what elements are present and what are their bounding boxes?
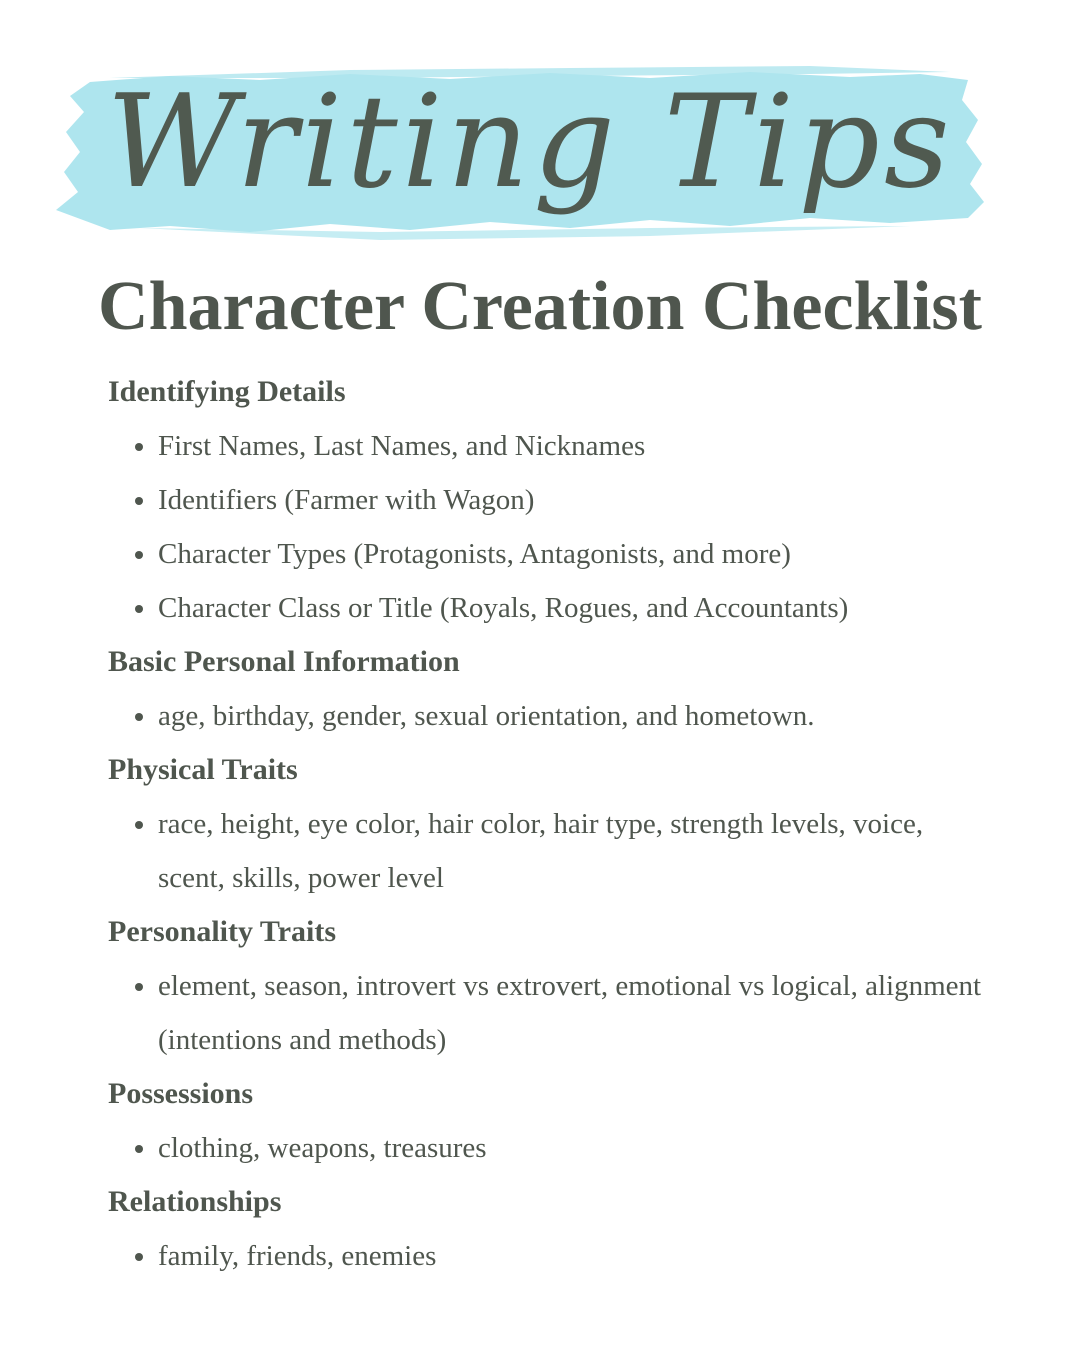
list-item-text: family, friends, enemies [158,1240,437,1272]
section-personality-traits [108,905,988,1067]
list-item [108,581,988,635]
list-item [108,1121,988,1175]
list-item-text: Character Types (Protagonists, Antagonists, and more) [158,538,791,570]
section-heading: Possessions [108,1077,254,1110]
list-item [108,473,988,527]
bullet-list [108,959,988,1067]
section-heading: Basic Personal Information [108,645,460,678]
list-item [108,797,988,905]
bullet-icon [135,1145,143,1153]
bullet-list [108,797,988,905]
script-title: Writing Tips [106,68,954,217]
bullet-icon [135,443,143,451]
section-heading: Personality Traits [108,915,337,948]
section-basic-personal-information [108,635,988,743]
bullet-list [108,1229,988,1283]
title-banner [50,60,1010,260]
section-heading: Identifying Details [108,375,346,408]
section-identifying-details [108,365,988,635]
list-item-text: First Names, Last Names, and Nicknames [158,430,646,462]
list-item-text: age, birthday, gender, sexual orientation, and hometown. [158,700,815,732]
bullet-list [108,419,988,635]
section-heading: Relationships [108,1185,282,1218]
list-item [108,1229,988,1283]
page-title: Character Creation Checklist [98,268,982,345]
list-item-text: element, season, introvert vs extrovert, emotional vs logical, alignment (intentions and methods) [158,970,982,1056]
section-physical-traits [108,743,988,905]
bullet-icon [135,821,143,829]
list-item-text: Identifiers (Farmer with Wagon) [158,484,535,516]
list-item [108,959,988,1067]
section-relationships [108,1175,988,1283]
bullet-icon [135,497,143,505]
list-item [108,689,988,743]
bullet-icon [135,1253,143,1261]
bullet-icon [135,551,143,559]
checklist [108,365,988,1283]
list-item-text: clothing, weapons, treasures [158,1132,487,1164]
bullet-icon [135,605,143,613]
list-item-text: Character Class or Title (Royals, Rogues, and Accountants) [158,592,849,624]
bullet-icon [135,713,143,721]
bullet-list [108,1121,988,1175]
list-item [108,527,988,581]
section-heading: Physical Traits [108,753,298,786]
bullet-list [108,689,988,743]
bullet-icon [135,983,143,991]
section-possessions [108,1067,988,1175]
list-item-text: race, height, eye color, hair color, hair type, strength levels, voice, scent, skills, power level [158,808,924,894]
list-item [108,419,988,473]
